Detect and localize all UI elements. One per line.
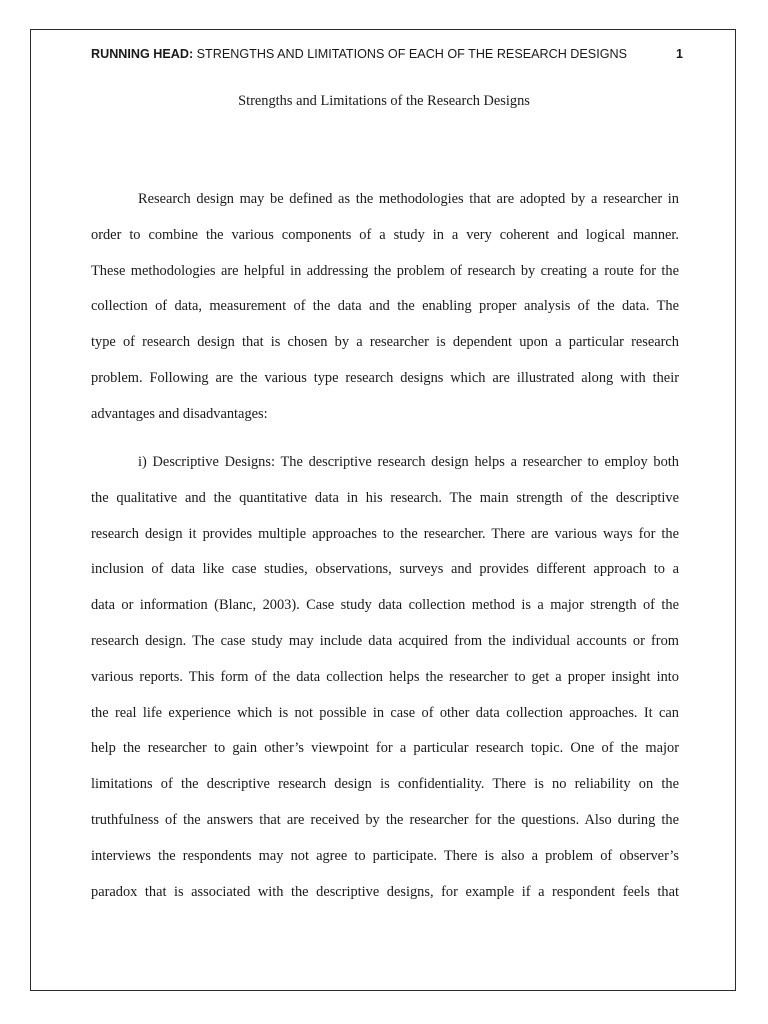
paragraph-line: advantages and disadvantages: xyxy=(91,405,268,422)
paragraph-line: data or information (Blanc, 2003). Case study data collection method is a major strength of the xyxy=(91,597,679,614)
document-title: Strengths and Limitations of the Research Designs xyxy=(238,93,530,109)
paragraph-line: order to combine the various components of a study in a very coherent and logical manner. xyxy=(91,226,679,243)
paragraph-line: problem. Following are the various type research designs which are illustrated along with their xyxy=(91,369,679,386)
paragraph-introduction xyxy=(91,190,679,441)
running-head xyxy=(91,47,681,61)
paragraph-line: type of research design that is chosen by a researcher is dependent upon a particular research xyxy=(91,334,679,351)
paragraph-line: i) Descriptive Designs: The descriptive research design helps a researcher to employ both xyxy=(138,454,679,470)
running-head-text: STRENGTHS AND LIMITATIONS OF EACH OF THE RESEARCH DESIGNS xyxy=(193,47,627,61)
paragraph-line: paradox that is associated with the descriptive designs, for example if a respondent feels that xyxy=(91,883,679,900)
page-number: 1 xyxy=(675,47,683,61)
paragraph-line: various reports. This form of the data collection helps the researcher to get a proper insight into xyxy=(91,668,679,685)
running-head-label: RUNNING HEAD: xyxy=(91,47,194,61)
paragraph-line: truthfulness of the answers that are received by the researcher for the questions. Also during the xyxy=(91,811,679,828)
paragraph-line: the qualitative and the quantitative data in his research. The main strength of the descriptive xyxy=(91,489,679,506)
paragraph-line: Research design may be defined as the methodologies that are adopted by a researcher in xyxy=(138,191,679,207)
paragraph-line: limitations of the descriptive research design is confidentiality. There is no reliability on the xyxy=(91,776,679,793)
paragraph-line: interviews the respondents may not agree to participate. There is also a problem of observer’s xyxy=(91,847,679,864)
paragraph-line: inclusion of data like case studies, observations, surveys and provides different approach to a xyxy=(91,561,679,578)
paragraph-line: research design it provides multiple approaches to the researcher. There are various ways for the xyxy=(91,525,679,542)
paragraph-line: research design. The case study may include data acquired from the individual accounts or from xyxy=(91,632,679,649)
paragraph-line: the real life experience which is not possible in case of other data collection approaches. It can xyxy=(91,704,679,721)
paragraph-descriptive-designs xyxy=(91,453,679,918)
paragraph-line: collection of data, measurement of the data and the enabling proper analysis of the data. The xyxy=(91,298,679,315)
document-page xyxy=(30,29,736,991)
paragraph-line: These methodologies are helpful in addressing the problem of research by creating a route for the xyxy=(91,262,679,279)
paragraph-line: help the researcher to gain other’s viewpoint for a particular research topic. One of the major xyxy=(91,740,679,757)
